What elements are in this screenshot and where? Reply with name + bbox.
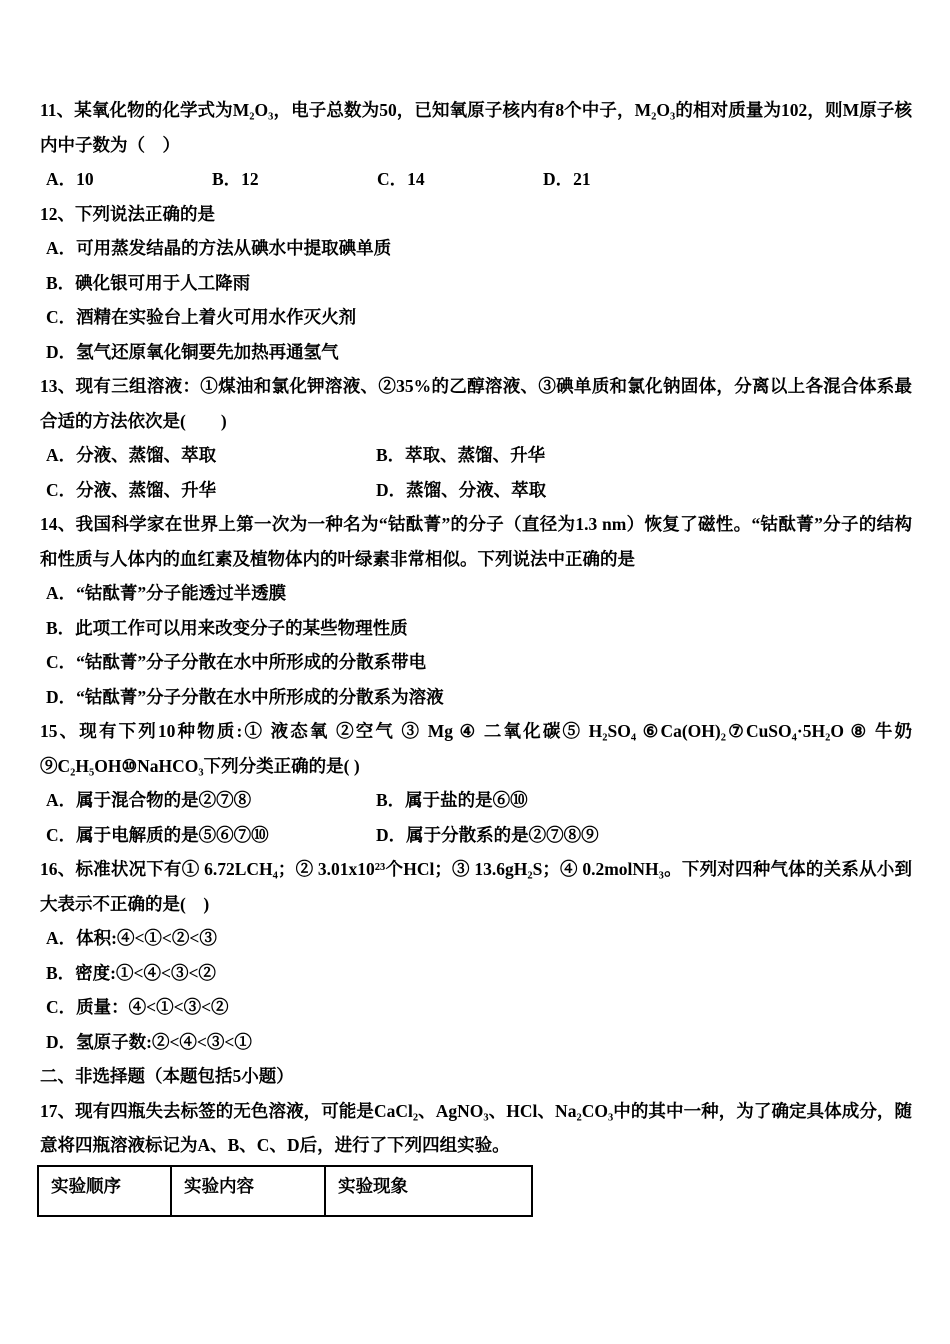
experiment-table-header-order: 实验顺序 bbox=[38, 1166, 171, 1216]
question-12-option-a: A．可用蒸发结晶的方法从碘水中提取碘单质 bbox=[46, 238, 392, 258]
question-15-options bbox=[40, 783, 912, 852]
question-13-option-a: A．分液、蒸馏、萃取 bbox=[46, 445, 217, 465]
question-11-option-c: C．14 bbox=[377, 169, 425, 189]
question-14-option-c: C．“钴酞菁”分子分散在水中所形成的分散系带电 bbox=[46, 652, 427, 672]
question-12-option-c: C．酒精在实验台上着火可用水作灭火剂 bbox=[46, 307, 357, 327]
question-12-stem: 12、下列说法正确的是 bbox=[40, 203, 215, 224]
question-14 bbox=[40, 507, 912, 714]
question-17-stem: 17、现有四瓶失去标签的无色溶液，可能是CaCl₂、AgNO₃、HCl、Na₂CO₃中的其中一种，为了确定具体成分，随意将四瓶溶液标记为A、B、C、D后，进行了下列四组实验。 bbox=[40, 1100, 912, 1155]
question-12 bbox=[40, 197, 912, 370]
question-14-option-d: D．“钴酞菁”分子分散在水中所形成的分散系为溶液 bbox=[46, 686, 444, 707]
question-15 bbox=[40, 714, 912, 852]
question-14-option-a: A．“钴酞菁”分子能透过半透膜 bbox=[46, 583, 287, 603]
question-15-option-c: C．属于电解质的是⑤⑥⑦⑩ bbox=[46, 824, 269, 845]
question-16 bbox=[40, 852, 912, 1059]
question-13-option-b: B．萃取、蒸馏、升华 bbox=[376, 445, 546, 465]
question-12-option-d: D．氢气还原氧化铜要先加热再通氢气 bbox=[46, 341, 339, 362]
question-11-options bbox=[40, 162, 912, 197]
question-15-option-a: A．属于混合物的是②⑦⑧ bbox=[46, 790, 252, 810]
question-16-option-c: C．质量：④<①<③<② bbox=[46, 997, 229, 1017]
experiment-table-header-content: 实验内容 bbox=[171, 1166, 325, 1216]
question-17 bbox=[40, 1094, 912, 1217]
experiment-table-header-row bbox=[38, 1166, 532, 1216]
question-13-option-d: D．蒸馏、分液、萃取 bbox=[376, 479, 547, 500]
question-13-options bbox=[40, 438, 912, 507]
question-11-option-a: A．10 bbox=[46, 169, 94, 189]
question-11-option-d: D．21 bbox=[543, 169, 591, 189]
question-15-option-b: B．属于盐的是⑥⑩ bbox=[376, 790, 528, 810]
question-14-stem: 14、我国科学家在世界上第一次为一种名为“钴酞菁”的分子（直径为1.3 nm）恢复了磁性。“钴酞菁”分子的结构和性质与人体内的血红素及植物体内的叶绿素非常相似。下列说法中正确的是 bbox=[40, 514, 912, 569]
question-16-option-b: B．密度:①<④<③<② bbox=[46, 962, 216, 983]
question-11 bbox=[40, 93, 912, 197]
question-12-option-b: B．碘化银可用于人工降雨 bbox=[46, 272, 251, 293]
experiment-table-header-phenomenon: 实验现象 bbox=[325, 1166, 532, 1216]
experiment-table bbox=[37, 1165, 533, 1217]
question-16-option-d: D．氢原子数:②<④<③<① bbox=[46, 1031, 252, 1052]
question-13-stem: 13、现有三组溶液：①煤油和氯化钾溶液、②35%的乙醇溶液、③碘单质和氯化钠固体，分离以上各混合体系最合适的方法依次是( ) bbox=[40, 376, 912, 431]
question-13 bbox=[40, 369, 912, 507]
question-15-option-d: D．属于分散系的是②⑦⑧⑨ bbox=[376, 824, 599, 845]
question-15-stem: 15、现有下列10种物质:① 液态氧 ②空气 ③ Mg ④ 二氧化碳⑤ H₂SO₄ ⑥Ca(OH)₂⑦CuSO₄·5H₂O ⑧ 牛奶 ⑨C₂H₅OH⑩NaHCO₃下列分类正确的是( ) bbox=[40, 721, 912, 776]
question-13-option-c: C．分液、蒸馏、升华 bbox=[46, 479, 217, 500]
question-16-stem: 16、标准状况下有① 6.72LCH₄；② 3.01x10²³个HCl；③ 13.6gH₂S；④ 0.2molNH₃。下列对四种气体的关系从小到大表示不正确的是( ) bbox=[40, 859, 912, 914]
question-16-option-a: A．体积:④<①<②<③ bbox=[46, 928, 217, 948]
question-14-option-b: B．此项工作可以用来改变分子的某些物理性质 bbox=[46, 617, 408, 638]
question-11-stem: 11、某氧化物的化学式为M₂O₃，电子总数为50，已知氧原子核内有8个中子，M₂O₃的相对质量为102，则M原子核内中子数为（ ） bbox=[40, 100, 912, 155]
question-11-option-b: B．12 bbox=[212, 169, 259, 189]
section-2-header: 二、非选择题（本题包括5小题） bbox=[40, 1066, 294, 1086]
